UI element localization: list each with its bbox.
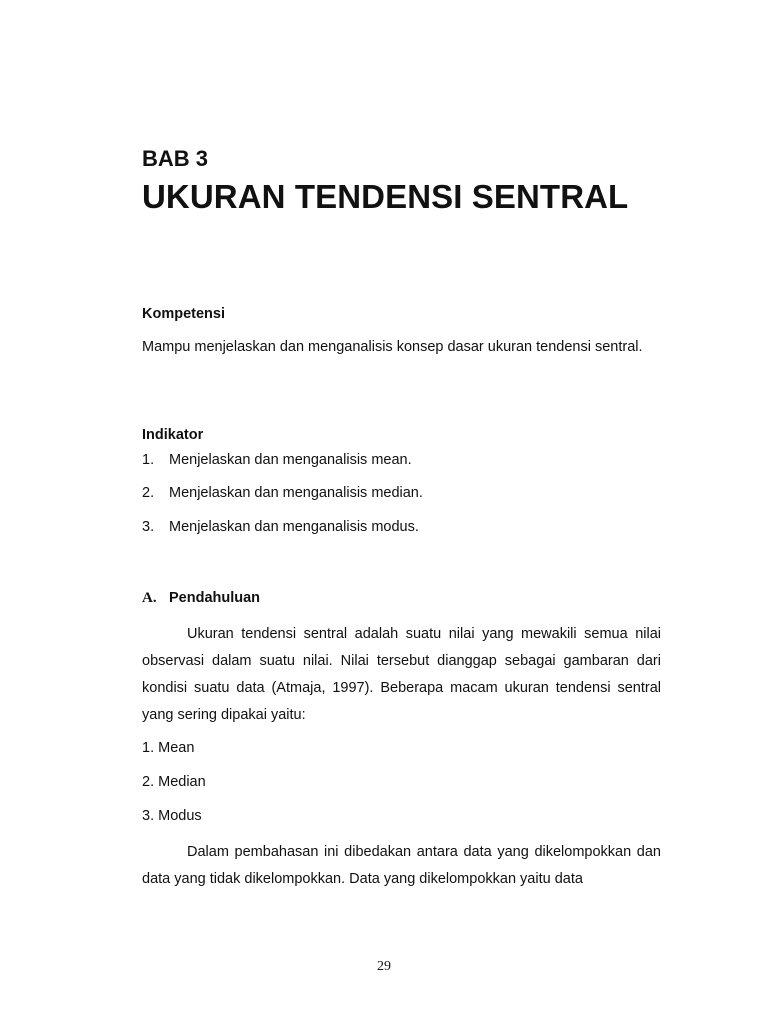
chapter-label: BAB 3 [142, 146, 209, 171]
indikator-item: 3. Menjelaskan dan menganalisis modus. [142, 519, 419, 535]
measure-item-median: 2. Median [142, 774, 206, 790]
discussion-paragraph: Dalam pembahasan ini dibedakan antara data yang dikelompokkan dan data yang tidak dikelompokkan. Data yang dikelompokkan yaitu data [142, 844, 661, 887]
chapter-title: UKURAN TENDENSI SENTRAL [142, 178, 629, 215]
intro-paragraph: Ukuran tendensi sentral adalah suatu nilai yang mewakili semua nilai observasi dalam suatu nilai. Nilai tersebut dianggap sebagai gambaran dari kondisi suatu data (Atmaja, 1997). Beberapa macam ukuran tendensi sentral yang sering dipakai yaitu: [142, 626, 661, 723]
indikator-heading: Indikator [142, 427, 204, 443]
indikator-item: 1. Menjelaskan dan menganalisis mean. [142, 452, 412, 468]
kompetensi-text: Mampu menjelaskan dan menganalisis konsep dasar ukuran tendensi sentral. [142, 339, 643, 355]
indikator-item: 2. Menjelaskan dan menganalisis median. [142, 485, 423, 501]
indikator-list [142, 452, 423, 535]
section-letter: A. [142, 590, 157, 606]
section-title: Pendahuluan [169, 590, 261, 606]
section-a-heading [142, 590, 260, 607]
measure-item-modus: 3. Modus [142, 808, 202, 824]
kompetensi-heading: Kompetensi [142, 306, 225, 322]
measure-item-mean: 1. Mean [142, 740, 195, 756]
page-number: 29 [377, 959, 391, 974]
